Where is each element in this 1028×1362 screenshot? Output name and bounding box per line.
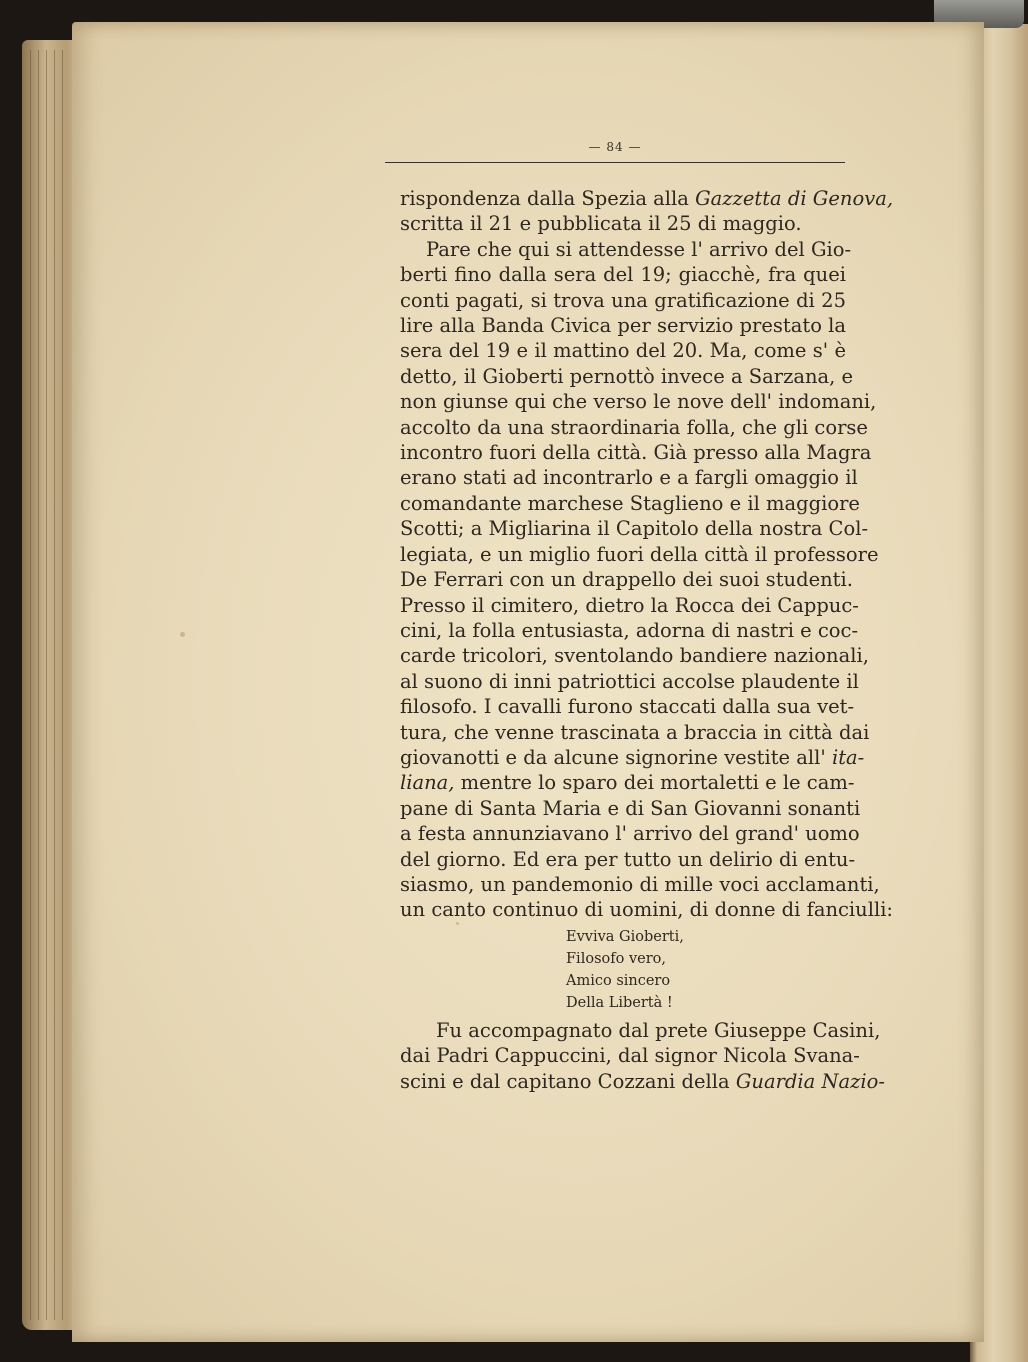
text-line: incontro fuori della città. Già presso alla Magra: [400, 441, 872, 465]
text-line: Pare che qui si attendesse l' arrivo del Gio-: [426, 237, 852, 261]
text-line: legiata, e un miglio fuori della città il professore: [400, 542, 879, 566]
text-line: scritta il 21 e pubblicata il 25 di maggio.: [400, 212, 802, 236]
text-line: tura, che venne trascinata a braccia in città dai: [400, 720, 870, 744]
text-line: Presso il cimitero, dietro la Rocca dei Cappuc-: [400, 593, 859, 617]
text-line: erano stati ad incontrarlo e a fargli omaggio il: [400, 466, 858, 490]
text-line: non giunse qui che verso le nove dell' indomani,: [400, 390, 877, 414]
text-line: accolto da una straordinaria folla, che gli corse: [400, 415, 868, 439]
verse-line: Filosofo vero,: [566, 951, 666, 967]
verse-line: Evviva Gioberti,: [566, 929, 684, 945]
text-line: cini, la folla entusiasta, adorna di nastri e coc-: [400, 618, 859, 642]
text-line: Scotti; a Migliarina il Capitolo della nostra Col-: [400, 517, 869, 541]
text-line: Fu accompagnato dal prete Giuseppe Casini,: [436, 1019, 881, 1042]
verse-block: [566, 926, 684, 1014]
text-line: sera del 19 e il mattino del 20. Ma, come s' è: [400, 339, 846, 363]
text-line: siasmo, un pandemonio di mille voci acclamanti,: [400, 872, 880, 896]
text-line: De Ferrari con un drappello dei suoi studenti.: [400, 568, 853, 592]
text-line: dai Padri Cappuccini, dal signor Nicola Svana-: [400, 1044, 860, 1068]
text-line: scini e dal capitano Cozzani della Guardia Nazio-: [400, 1069, 885, 1093]
text-line: filosofo. I cavalli furono staccati dalla sua vet-: [400, 695, 855, 719]
verse-line: Amico sincero: [566, 973, 671, 989]
text-line: un canto continuo di uomini, di donne di fanciulli:: [400, 898, 893, 922]
text-line: pane di Santa Maria e di San Giovanni sonanti: [400, 796, 861, 820]
main-text: [400, 186, 894, 923]
text-line: al suono di inni patriottici accolse plaudente il: [400, 669, 859, 693]
paper-spot: [180, 632, 185, 637]
text-line: conti pagati, si trova una gratificazione di 25: [400, 288, 846, 312]
text-line: del giorno. Ed era per tutto un delirio di entu-: [400, 847, 856, 871]
header-rule: [385, 162, 845, 163]
text-line: comandante marchese Staglieno e il maggiore: [400, 491, 860, 515]
text-line: carde tricolori, sventolando bandiere nazionali,: [400, 644, 869, 668]
text-line: rispondenza dalla Spezia alla Gazzetta di Genova,: [400, 187, 894, 210]
text-line: liana, mentre lo sparo dei mortaletti e le cam-: [400, 771, 855, 795]
text-line: detto, il Gioberti pernottò invece a Sarzana, e: [400, 364, 854, 388]
text-line: lire alla Banda Civica per servizio prestato la: [400, 314, 846, 338]
verse-line: Della Libertà !: [566, 995, 673, 1011]
text-line: giovanotti e da alcune signorine vestite all' ita-: [400, 745, 865, 769]
text-line: berti fino dalla sera del 19; giacchè, fra quei: [400, 263, 846, 287]
text-line: a festa annunziavano l' arrivo del grand' uomo: [400, 822, 860, 846]
page-number: — 84 —: [588, 140, 642, 154]
closing-text: [400, 1018, 885, 1094]
